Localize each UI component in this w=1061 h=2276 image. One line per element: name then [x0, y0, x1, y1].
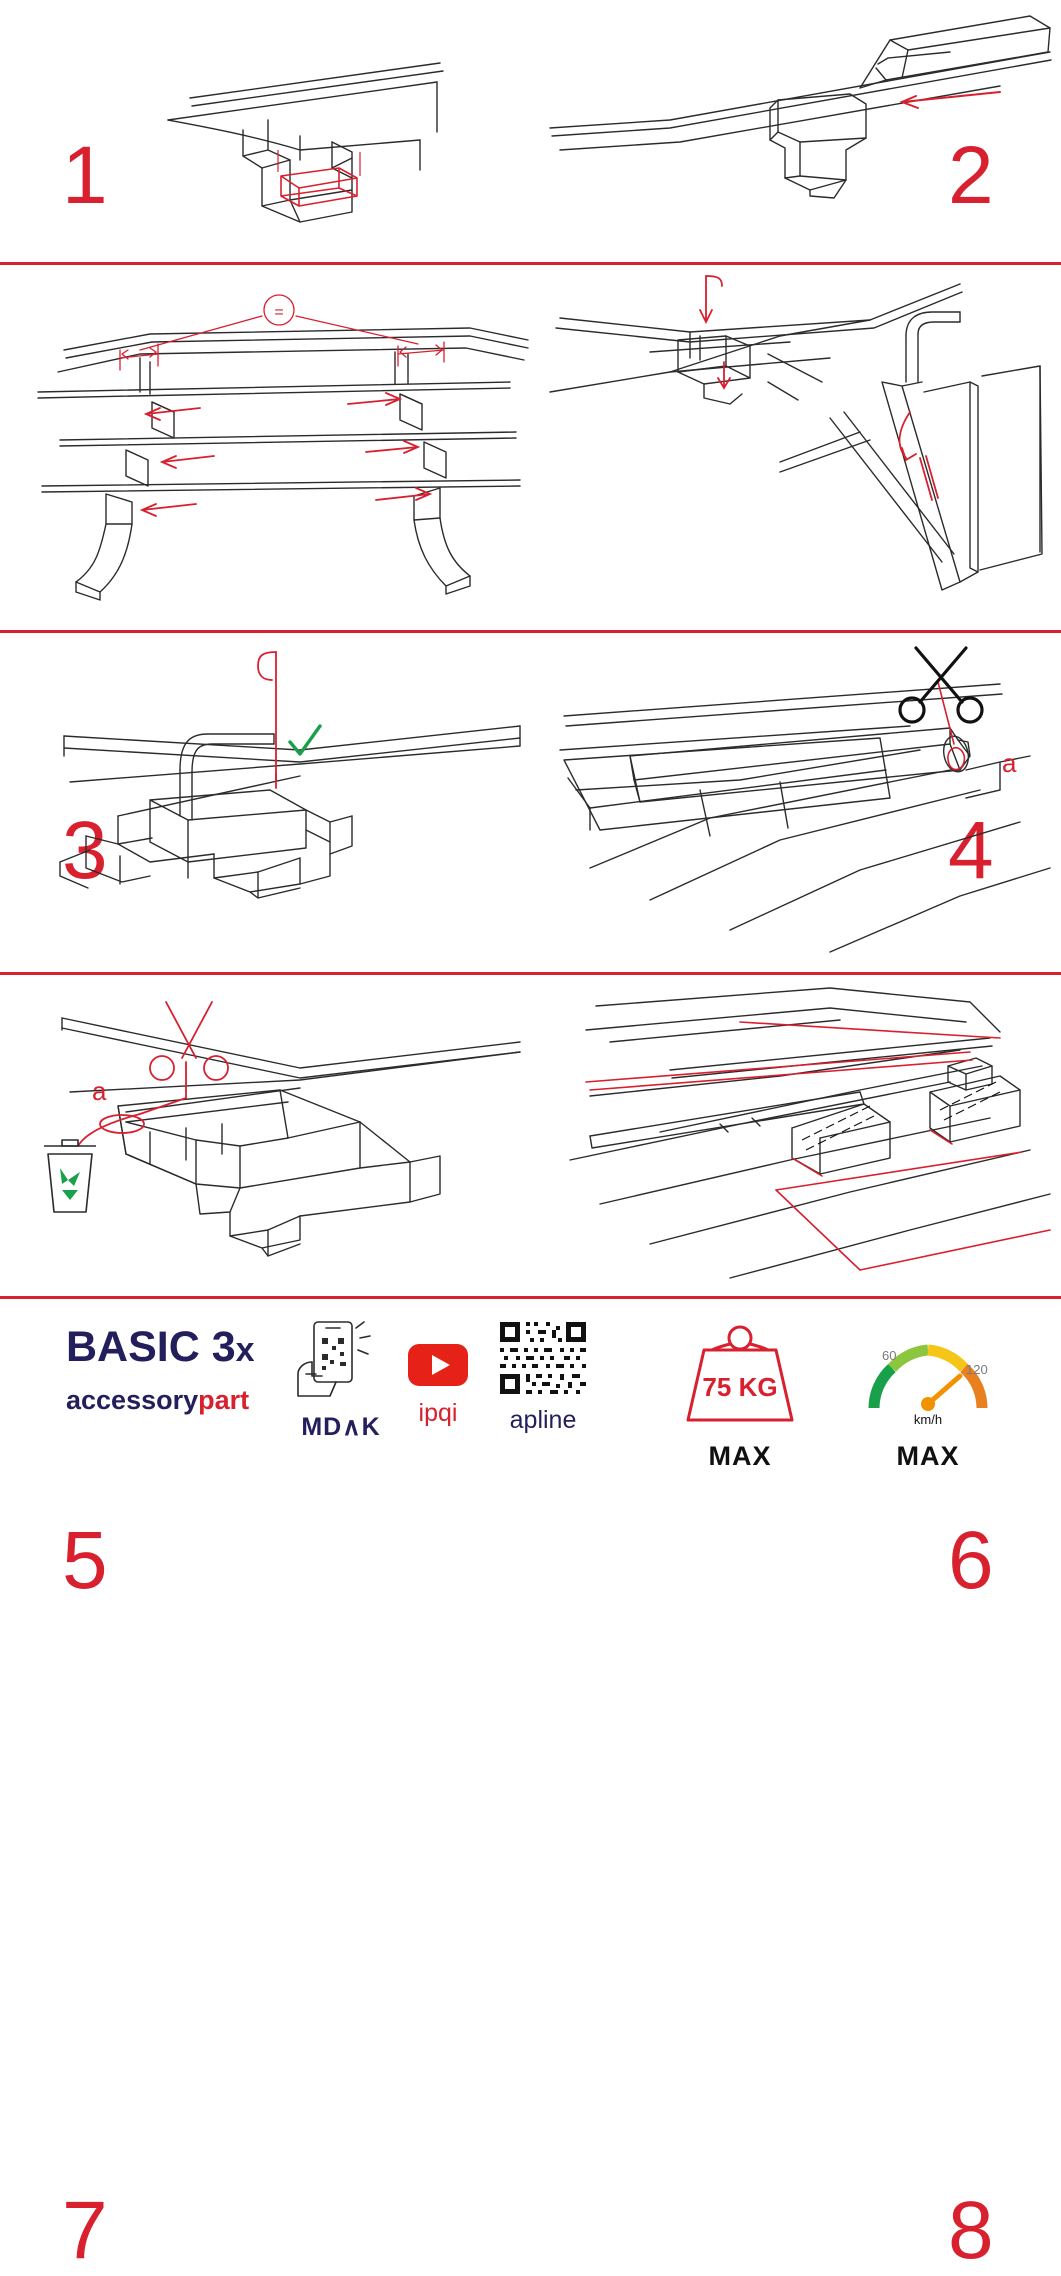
speed-tick-60: 60 — [882, 1348, 897, 1363]
product-brand — [66, 1387, 296, 1414]
max-load-label: MAX — [708, 1441, 772, 1471]
max-load-value-text: 75 KG — [702, 1372, 778, 1402]
max-load-block — [660, 1312, 820, 1472]
apline-prefix: ap — [509, 1406, 538, 1434]
step-8-illustration — [530, 972, 1061, 1296]
product-title-text: BASIC 3 — [66, 1323, 236, 1371]
step-panel-4 — [530, 262, 1061, 896]
speedometer-icon — [848, 1312, 1008, 1432]
step-4-illustration — [530, 262, 1061, 630]
hand-phone-qr-icon — [286, 1316, 396, 1402]
logo-apline-caption — [478, 1408, 608, 1433]
logo-apline — [478, 1316, 608, 1433]
step-1-number: 1 — [62, 130, 107, 221]
max-speed-label: MAX — [896, 1441, 960, 1471]
step-4-number: 4 — [948, 805, 993, 896]
step-7-illustration — [0, 972, 530, 1296]
speed-unit: km/h — [913, 1412, 943, 1427]
label-a-step7: a — [92, 1076, 107, 1106]
step-8-number: 8 — [948, 2185, 993, 2276]
step-3-illustration — [0, 262, 530, 630]
step-panel-3 — [0, 262, 530, 896]
qr-code-icon[interactable] — [478, 1316, 608, 1400]
svg-text:=: = — [274, 304, 284, 321]
step-5-illustration — [0, 630, 530, 972]
step-6-number: 6 — [948, 1515, 993, 1606]
mdak-suffix: K — [361, 1413, 381, 1441]
step-6-illustration — [530, 630, 1061, 972]
youtube-icon[interactable] — [392, 1338, 484, 1388]
apline-suffix: line — [537, 1406, 577, 1434]
product-title-suffix: x — [235, 1331, 255, 1369]
brand-suffix: part — [198, 1385, 250, 1415]
speed-tick-120: 120 — [966, 1362, 988, 1377]
mdak-mid: ∧ — [342, 1413, 362, 1441]
product-brand-block — [66, 1323, 296, 1415]
max-speed-block — [848, 1312, 1008, 1472]
logo-mdak — [286, 1316, 396, 1440]
footer — [0, 1296, 1061, 1500]
logo-mdak-caption — [286, 1415, 396, 1440]
step-panel-1 — [0, 0, 530, 262]
logo-ipqi — [392, 1338, 484, 1426]
step-7-number: 7 — [62, 2185, 107, 2276]
logo-ipqi-caption: ipqi — [418, 1399, 458, 1427]
step-panel-2 — [530, 0, 1061, 262]
label-a-step6: a — [1002, 748, 1017, 778]
step-5-number: 5 — [62, 1515, 107, 1606]
step-3-number: 3 — [62, 805, 107, 896]
mdak-prefix: MD — [301, 1413, 343, 1441]
step-2-number: 2 — [948, 130, 993, 221]
weight-icon — [660, 1312, 820, 1432]
product-title — [66, 1323, 296, 1371]
brand-name: accessory — [66, 1385, 199, 1415]
